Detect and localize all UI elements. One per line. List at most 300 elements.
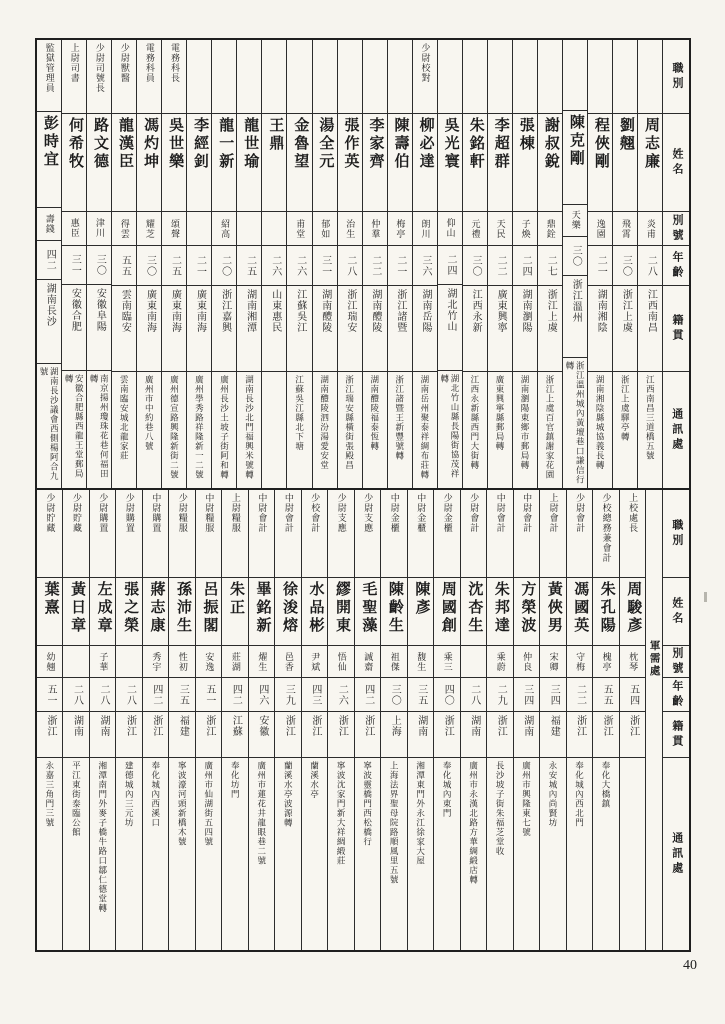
entry-origin-text: 湖南 (521, 715, 533, 737)
page-number: 40 (683, 958, 697, 973)
entry-name-text: 黃日章 (69, 581, 86, 635)
entry-address-text: 奉化城內東門 (442, 761, 453, 818)
bottom-row-header-column (662, 490, 689, 950)
entry-alias-cell (112, 212, 136, 246)
entry-address-text: 奉化城內西溪口 (150, 761, 161, 828)
entry-name-cell (538, 114, 562, 212)
entry-address-text: 浙江諸暨王新豐號轉 (394, 375, 405, 461)
entry-rank-cell (487, 490, 512, 578)
entry-name-text: 吳光寰 (442, 116, 459, 171)
entry-rank-text: 監獄管理員 (44, 43, 55, 93)
entry-alias-text: 頌聲 (169, 218, 180, 239)
entry-name-cell (112, 114, 136, 212)
entry-name-cell (87, 114, 111, 212)
entry-alias-text: 得雲 (119, 218, 130, 239)
entry-address-text: 安徽合肥縣西龍王堂郵局轉 (64, 374, 85, 479)
entry-rank-text: 少校總務兼會計 (601, 493, 612, 563)
entry-address-text: 南京揚州瓊珠花巷何福田轉 (89, 374, 110, 479)
entry-origin-cell (513, 286, 537, 372)
entry-alias-cell (37, 646, 62, 678)
entry-rank-cell (212, 40, 236, 114)
entry-rank-cell (638, 40, 662, 114)
entry-age-cell (620, 678, 645, 712)
entry-rank-text: 少尉司號長 (94, 43, 105, 93)
entry-name-text: 張之榮 (122, 581, 139, 635)
entry-address-cell (381, 758, 406, 950)
entry-address-cell (338, 372, 362, 488)
entry-column (211, 40, 236, 488)
entry-rank-cell (37, 40, 61, 112)
entry-age-text: 四三 (309, 683, 321, 706)
entry-rank-cell (302, 490, 327, 578)
section-label-cell (646, 490, 662, 950)
entry-age-cell (313, 246, 337, 286)
entry-rank-cell (438, 40, 462, 114)
entry-age-text: 二一 (394, 254, 406, 277)
officer-table-top (35, 38, 691, 490)
entry-column (380, 490, 406, 950)
entry-rank-cell (112, 40, 136, 114)
entry-origin-text: 浙江瑞安 (344, 289, 356, 333)
entry-age-cell (388, 246, 412, 286)
entry-alias-cell (116, 646, 141, 678)
entry-alias-cell (222, 646, 247, 678)
entry-origin-cell (237, 286, 261, 372)
entry-origin-text: 廣東南海 (194, 289, 206, 333)
entry-age-cell (287, 246, 311, 286)
entry-alias-cell (363, 212, 387, 246)
entry-address-text: 湘潭南門外麥子橋牛路口鄒仁德堂轉 (97, 761, 108, 913)
entry-address-cell (162, 372, 186, 488)
entry-age-text: 二四 (520, 254, 532, 277)
entry-address-cell (567, 758, 592, 950)
entry-rank-text: 少尉會計 (575, 493, 586, 533)
entry-origin-text: 浙江 (44, 715, 56, 737)
entry-alias-text: 誠齋 (363, 651, 374, 672)
row-header-name-label: 姓名 (670, 147, 683, 178)
entry-origin-text: 浙江上虞 (545, 289, 557, 333)
entry-address-cell (222, 758, 247, 950)
entry-origin-text: 湖南 (415, 715, 427, 737)
entry-origin-cell (388, 286, 412, 372)
entry-age-text: 三〇 (94, 254, 106, 276)
entry-alias-cell (538, 212, 562, 246)
entry-age-cell (212, 246, 236, 286)
entry-name-cell (638, 114, 662, 212)
entry-age-text: 二八 (97, 683, 109, 706)
entry-age-text: 五一 (203, 683, 215, 706)
row-header-rank-label: 職別 (670, 61, 683, 92)
entry-age-text: 二四 (445, 254, 457, 276)
entry-column (86, 40, 111, 488)
entry-age-text: 二五 (244, 254, 256, 277)
entry-name-cell (313, 114, 337, 212)
entry-age-cell (438, 246, 462, 286)
row-header-alias-label: 別號 (670, 646, 683, 677)
entry-column (337, 40, 362, 488)
entry-origin-text: 廣東南海 (169, 289, 181, 333)
entry-origin-cell (461, 712, 486, 758)
entry-name-cell (513, 114, 537, 212)
entry-origin-cell (37, 280, 61, 364)
entry-rank-cell (514, 490, 539, 578)
entry-rank-cell (338, 40, 362, 114)
entry-column (186, 40, 211, 488)
entry-column (412, 40, 437, 488)
entry-alias-text: 子煥 (520, 218, 531, 239)
entry-age-cell (112, 246, 136, 286)
entry-age-text: 四二 (362, 683, 374, 706)
entry-address-cell (487, 758, 512, 950)
entry-name-cell (249, 578, 274, 646)
entry-rank-cell (540, 490, 565, 578)
entry-alias-text: 壽錢 (44, 214, 55, 235)
entry-address-text: 浙江上虞百官鎮謝家花園 (545, 375, 556, 480)
entry-age-text: 三〇 (470, 254, 482, 277)
entry-age-text: 二七 (545, 254, 557, 277)
entry-origin-text: 浙江 (150, 715, 162, 737)
entry-name-cell (487, 578, 512, 646)
entry-origin-text: 安徽阜陽 (94, 288, 106, 333)
entry-name-cell (137, 114, 161, 212)
entry-origin-text: 浙江嘉興 (219, 289, 231, 333)
entry-origin-text: 江西南昌 (645, 289, 657, 333)
entry-alias-text: 朗川 (420, 218, 431, 239)
entry-origin-text: 江西永新 (470, 289, 482, 333)
entry-name-cell (275, 578, 300, 646)
entry-address-text: 浙江瑞安縣橫街張殿昌 (344, 375, 355, 470)
entry-name-cell (488, 114, 512, 212)
entry-alias-cell (37, 208, 61, 241)
entry-alias-text: 津川 (94, 218, 105, 239)
entry-origin-text: 浙江 (442, 715, 454, 737)
entry-origin-text: 湖南岳陽 (419, 289, 431, 333)
entry-age-cell (302, 678, 327, 712)
entry-age-cell (514, 678, 539, 712)
entry-address-cell (187, 372, 211, 488)
entry-origin-text: 浙江 (336, 715, 348, 737)
entry-address-cell (116, 758, 141, 950)
entry-name-cell (212, 114, 236, 212)
entry-name-text: 毛聖藻 (360, 581, 377, 635)
entry-rank-cell (613, 40, 637, 114)
entry-address-text: 湖南長沙議會西側楊阿合九號 (39, 367, 60, 482)
entry-name-text: 朱邦達 (492, 581, 509, 635)
entry-rank-cell (381, 490, 406, 578)
entry-rank-cell (237, 40, 261, 114)
entry-address-text: 寧波沈家門新大祥綢緞莊 (336, 761, 347, 866)
row-header-age (663, 678, 689, 712)
entry-address-text: 湖北竹山縣長陽街協茂祥轉 (439, 374, 460, 479)
entry-alias-cell (302, 646, 327, 678)
entry-address-cell (87, 371, 111, 488)
entry-address-text: 廣州德宣路興隆新街二號 (169, 375, 180, 480)
entry-rank-cell (116, 490, 141, 578)
entry-alias-cell (413, 212, 437, 246)
entry-alias-cell (488, 212, 512, 246)
entry-address-text: 廣州市興隆東七號 (521, 761, 532, 837)
row-header-address-label: 通訊處 (670, 831, 683, 877)
entry-name-text: 吳世樂 (167, 117, 184, 171)
entry-rank-cell (187, 40, 211, 114)
entry-age-text: 二八 (124, 683, 136, 706)
entry-name-text: 繆開東 (333, 581, 350, 635)
entry-rank-text: 上校處長 (628, 493, 639, 533)
entry-name-cell (463, 114, 487, 212)
entry-name-text: 龍漢臣 (117, 117, 134, 171)
entry-address-cell (488, 372, 512, 488)
entry-column (274, 490, 300, 950)
entry-name-text: 朱孔陽 (598, 581, 615, 635)
entry-name-cell (262, 114, 286, 212)
entry-address-text: 湖南醴陵福泰恆轉 (369, 375, 380, 451)
entry-column (89, 490, 115, 950)
entry-address-text: 浙江上虞驛亭轉 (620, 375, 631, 442)
entry-alias-text: 仰山 (445, 218, 456, 239)
entry-alias-text: 郁如 (320, 218, 331, 239)
entry-alias-text: 秀宇 (151, 651, 162, 672)
entry-age-text: 三〇 (389, 683, 401, 706)
entry-age-text: 五五 (119, 254, 131, 277)
entry-rank-cell (37, 490, 62, 578)
entry-address-cell (388, 372, 412, 488)
entry-address-cell (438, 371, 462, 488)
entry-column (562, 40, 587, 488)
entry-age-text: 三〇 (620, 254, 632, 277)
row-header-origin (663, 286, 689, 372)
entry-alias-cell (287, 212, 311, 246)
entry-age-cell (90, 678, 115, 712)
entry-column (286, 40, 311, 488)
entry-address-text: 江蘇吳江縣北下塘 (294, 375, 305, 451)
entry-column (537, 40, 562, 488)
entry-age-cell (328, 678, 353, 712)
entry-origin-text: 浙江 (601, 715, 613, 737)
entry-origin-cell (514, 712, 539, 758)
entry-age-text: 三一 (319, 254, 331, 277)
entry-age-text: 二六 (269, 254, 281, 277)
entry-origin-text: 浙江 (309, 715, 321, 737)
entry-age-cell (487, 678, 512, 712)
entry-column (37, 490, 62, 950)
entry-origin-text: 山東惠民 (269, 289, 281, 333)
entry-age-cell (87, 246, 111, 286)
entry-address-cell (355, 758, 380, 950)
entry-rank-text: 少尉支應 (363, 493, 374, 533)
entry-age-cell (563, 237, 587, 275)
entry-origin-text: 浙江 (574, 715, 586, 737)
entry-origin-cell (87, 285, 111, 371)
row-header-age-label: 年齡 (670, 250, 683, 281)
entry-rank-text: 少尉貯藏 (45, 493, 56, 533)
entry-age-cell (588, 246, 612, 286)
entry-name-text: 張棟 (517, 117, 534, 153)
entry-name-text: 路文德 (91, 116, 108, 171)
entry-origin-cell (338, 286, 362, 372)
entry-name-cell (408, 578, 433, 646)
entry-name-text: 周駿彥 (625, 581, 642, 635)
row-header-alias (663, 212, 689, 246)
entry-alias-cell (567, 646, 592, 678)
entry-origin-cell (381, 712, 406, 758)
entry-rank-cell (169, 490, 194, 578)
entry-origin-text: 安徽 (256, 715, 268, 737)
entry-origin-cell (212, 286, 236, 372)
entry-age-cell (222, 678, 247, 712)
entry-alias-text: 性初 (177, 651, 188, 672)
entry-name-text: 周國創 (439, 581, 456, 635)
entry-age-cell (381, 678, 406, 712)
entry-rank-text: 電務科員 (144, 43, 155, 83)
row-header-age (663, 246, 689, 286)
entry-name-text: 左成章 (95, 581, 112, 635)
entry-name-text: 龍一新 (217, 117, 234, 171)
entry-age-cell (275, 678, 300, 712)
entry-rank-cell (408, 490, 433, 578)
entry-alias-cell (169, 646, 194, 678)
entry-address-cell (540, 758, 565, 950)
entry-origin-cell (63, 712, 88, 758)
entry-name-text: 湯全元 (317, 117, 334, 171)
entry-address-cell (249, 758, 274, 950)
entry-rank-text: 少尉糧服 (177, 493, 188, 533)
entry-name-text: 張作英 (342, 117, 359, 171)
entry-alias-cell (381, 646, 406, 678)
entry-alias-cell (196, 646, 221, 678)
entry-name-cell (563, 111, 587, 205)
entry-address-text: 湖南岳州聚泰祥綢布莊轉 (419, 375, 430, 480)
entry-name-cell (588, 114, 612, 212)
entry-age-text: 二八 (344, 254, 356, 277)
entry-address-text: 湖南瀏陽東鄉市郵局轉 (520, 375, 530, 470)
entry-address-text: 寧波濠河頭新橋木號 (177, 761, 188, 847)
entry-age-text: 三四 (521, 683, 533, 706)
entry-name-cell (613, 114, 637, 212)
entry-alias-text: 元禮 (470, 218, 481, 239)
entry-origin-cell (169, 712, 194, 758)
entry-address-text: 長沙坡子街朱福芝堂收 (495, 761, 506, 856)
entry-name-cell (196, 578, 221, 646)
entry-name-text: 李家齊 (367, 117, 384, 171)
top-row-header-column (662, 40, 689, 488)
entry-age-text: 四二 (230, 683, 242, 706)
entry-age-cell (37, 241, 61, 280)
entry-alias-text: 乘三 (442, 651, 453, 672)
entry-alias-text: 悟仙 (336, 651, 347, 672)
entry-age-text: 二六 (336, 683, 348, 706)
entry-name-cell (37, 112, 61, 208)
entry-column (437, 40, 462, 488)
row-header-age-label: 年齡 (670, 679, 683, 710)
entry-age-text: 二〇 (219, 254, 231, 277)
entry-origin-cell (438, 285, 462, 371)
entry-origin-cell (638, 286, 662, 372)
entry-age-text: 五一 (44, 683, 56, 706)
entry-name-text: 蔣志康 (148, 581, 165, 635)
entry-age-text: 四〇 (442, 683, 454, 706)
entry-column (487, 40, 512, 488)
entry-rank-cell (143, 490, 168, 578)
entry-address-cell (588, 372, 612, 488)
entry-alias-cell (588, 212, 612, 246)
entry-alias-cell (388, 212, 412, 246)
entry-address-text: 廣州市仙湖街五四號 (203, 761, 214, 847)
entry-rank-cell (313, 40, 337, 114)
entry-age-cell (593, 678, 618, 712)
entry-address-text: 上海法界聖母院路順風里五號 (389, 761, 400, 885)
entry-rank-text: 少尉金櫃 (442, 493, 453, 533)
row-header-rank (663, 40, 689, 114)
row-header-name (663, 578, 689, 646)
entry-rank-text: 少尉校對 (420, 43, 431, 83)
entry-address-cell (514, 758, 539, 950)
entry-origin-text: 浙江 (203, 715, 215, 737)
entry-rank-text: 中尉糧服 (204, 493, 215, 533)
entry-column (301, 490, 327, 950)
entry-age-cell (37, 678, 62, 712)
entry-origin-cell (90, 712, 115, 758)
entry-origin-cell (488, 286, 512, 372)
entry-alias-text: 幼翹 (45, 651, 56, 672)
entry-origin-cell (62, 285, 86, 371)
entry-column (136, 40, 161, 488)
entry-column (312, 40, 337, 488)
entry-column (37, 40, 61, 488)
entry-origin-text: 廣東南海 (144, 289, 156, 333)
entry-alias-text: 安逸 (204, 651, 215, 672)
entry-address-cell (563, 358, 587, 488)
entry-address-cell (620, 758, 645, 950)
entry-origin-cell (137, 286, 161, 372)
entry-name-text: 柳必達 (417, 117, 434, 171)
entry-address-cell (262, 372, 286, 488)
entry-name-cell (434, 578, 459, 646)
entry-name-text: 金魯望 (292, 117, 309, 171)
entry-alias-cell (513, 212, 537, 246)
entry-alias-text: 飛霄 (620, 218, 631, 239)
entry-origin-cell (275, 712, 300, 758)
entry-address-text: 廣州長沙土坡子街阿和轉 (219, 375, 230, 480)
row-header-alias-label: 別號 (670, 213, 683, 244)
entry-rank-text: 少尉會計 (469, 493, 480, 533)
entry-alias-cell (262, 212, 286, 246)
entry-alias-text: 宋卿 (548, 651, 559, 672)
entry-age-text: 三四 (548, 683, 560, 706)
entry-name-cell (338, 114, 362, 212)
entry-rank-cell (196, 490, 221, 578)
entry-origin-cell (567, 712, 592, 758)
entry-alias-text: 尹斌 (310, 651, 321, 672)
entry-alias-cell (237, 212, 261, 246)
entry-rank-cell (588, 40, 612, 114)
entry-address-text: 奉化坊門 (230, 761, 241, 799)
entry-name-text: 馮國英 (572, 581, 589, 635)
entry-rank-cell (463, 40, 487, 114)
row-header-origin-label: 籍貫 (670, 313, 683, 344)
entry-age-text: 三〇 (144, 254, 156, 277)
entry-origin-cell (116, 712, 141, 758)
entry-alias-cell (62, 212, 86, 246)
entry-origin-text: 江蘇吳江 (294, 289, 306, 333)
entry-name-cell (37, 578, 62, 646)
entry-column (362, 40, 387, 488)
entry-origin-text: 浙江上虞 (620, 289, 632, 333)
entry-address-text: 蘭溪水亭 (309, 761, 320, 799)
entry-age-text: 五五 (601, 683, 613, 706)
entry-address-text: 永安城內尚賢坊 (548, 761, 559, 828)
entry-origin-cell (328, 712, 353, 758)
entry-column (62, 490, 88, 950)
